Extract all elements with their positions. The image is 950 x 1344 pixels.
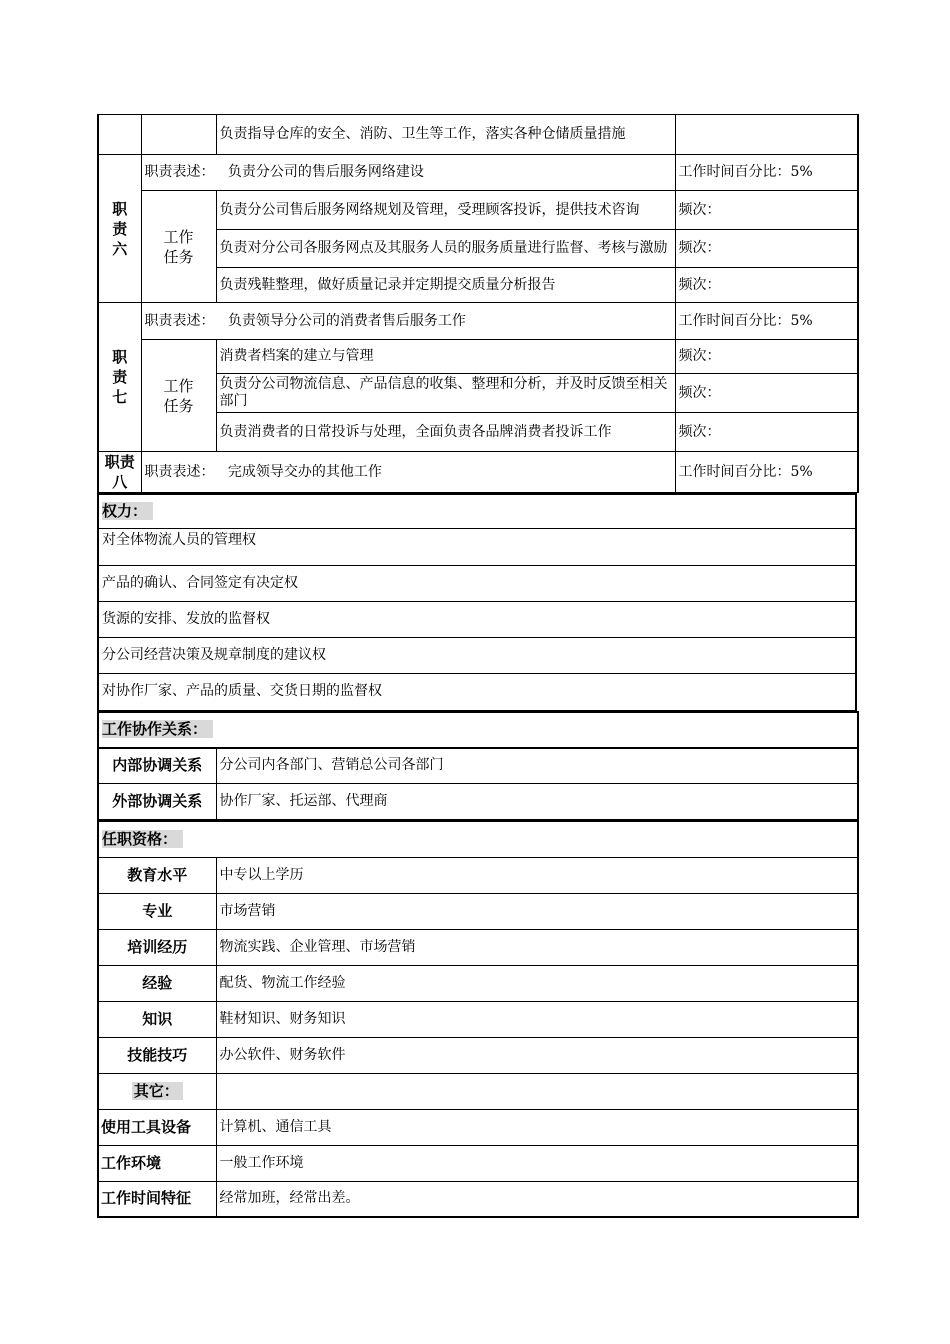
task-frequency: 频次： (675, 374, 858, 413)
qualification-value: 办公软件、财务软件 (216, 1037, 858, 1073)
task-text: 负责分公司物流信息、产品信息的收集、整理和分析，并及时反馈至相关部门 (216, 374, 675, 413)
task-label: 工作任务 (141, 191, 216, 303)
qualification-key: 技能技巧 (98, 1037, 216, 1073)
section-header-row (98, 494, 856, 528)
duty-label: 职责七 (98, 303, 141, 452)
table-row (98, 1037, 858, 1073)
task-text: 负责分公司售后服务网络规划及管理，受理顾客投诉，提供技术咨询 (216, 191, 675, 230)
other-value: 一般工作环境 (216, 1145, 858, 1181)
task-frequency: 频次： (675, 191, 858, 230)
qualification-key: 培训经历 (98, 929, 216, 965)
qualification-key: 经验 (98, 965, 216, 1001)
external-value: 协作厂家、托运部、代理商 (216, 784, 858, 820)
other-value: 经常加班，经常出差。 (216, 1181, 858, 1217)
duty-description: 职责表述： 负责分公司的售后服务网络建设 (141, 155, 675, 191)
table-row (98, 965, 858, 1001)
qualification-value: 物流实践、企业管理、市场营销 (216, 929, 858, 965)
authority-item: 对全体物流人员的管理权 (98, 528, 856, 565)
other-key: 工作时间特征 (98, 1181, 216, 1217)
relations-table (97, 711, 859, 821)
section-title: 任职资格： (98, 821, 858, 857)
qualification-value: 市场营销 (216, 893, 858, 929)
task-frequency: 频次： (675, 268, 858, 303)
table-row (98, 1145, 858, 1181)
other-key: 工作环境 (98, 1145, 216, 1181)
duty-description: 职责表述： 完成领导交办的其他工作 (141, 452, 675, 493)
table-row (98, 115, 858, 155)
table-row (98, 857, 858, 893)
section-header-row (98, 821, 858, 857)
internal-value: 分公司内各部门、营销总公司各部门 (216, 748, 858, 784)
table-row (98, 340, 858, 374)
section-header-row (98, 712, 858, 748)
table-row (98, 748, 858, 784)
section-header-row (98, 1073, 858, 1109)
task-frequency: 频次： (675, 413, 858, 452)
list-item (98, 601, 856, 637)
table-row (98, 303, 858, 340)
time-percentage: 工作时间百分比：5% (675, 155, 858, 191)
task-frequency: 频次： (675, 230, 858, 268)
table-row (98, 452, 858, 493)
qualification-value: 配货、物流工作经验 (216, 965, 858, 1001)
time-percentage: 工作时间百分比：5% (675, 303, 858, 340)
authority-item: 货源的安排、发放的监督权 (98, 601, 856, 637)
time-percentage: 工作时间百分比：5% (675, 452, 858, 493)
table-row (98, 893, 858, 929)
other-key: 使用工具设备 (98, 1109, 216, 1145)
table-row (98, 1109, 858, 1145)
authority-item: 分公司经营决策及规章制度的建议权 (98, 637, 856, 673)
list-item (98, 565, 856, 601)
duty-description: 职责表述： 负责领导分公司的消费者售后服务工作 (141, 303, 675, 340)
qualification-key: 知识 (98, 1001, 216, 1037)
section-title: 工作协作关系： (98, 712, 858, 748)
task-label: 工作任务 (141, 340, 216, 452)
task-text: 负责对分公司各服务网点及其服务人员的服务质量进行监督、考核与激励 (216, 230, 675, 268)
other-title: 其它： (98, 1073, 216, 1109)
other-value: 计算机、通信工具 (216, 1109, 858, 1145)
external-label: 外部协调关系 (98, 784, 216, 820)
table-row (98, 155, 858, 191)
authority-item: 对协作厂家、产品的质量、交货日期的监督权 (98, 673, 856, 710)
qualifications-table (97, 820, 859, 1218)
qualification-key: 教育水平 (98, 857, 216, 893)
qualification-value: 中专以上学历 (216, 857, 858, 893)
task-text: 负责消费者的日常投诉与处理，全面负责各品牌消费者投诉工作 (216, 413, 675, 452)
task-text: 消费者档案的建立与管理 (216, 340, 675, 374)
internal-label: 内部协调关系 (98, 748, 216, 784)
task-frequency: 频次： (675, 340, 858, 374)
table-row (98, 929, 858, 965)
table-row (98, 1181, 858, 1217)
duty-label: 职责八 (98, 452, 141, 493)
table-row (98, 1001, 858, 1037)
list-item (98, 637, 856, 673)
task-text: 负责指导仓库的安全、消防、卫生等工作，落实各种仓储质量措施 (216, 115, 675, 155)
table-row (98, 784, 858, 820)
list-item (98, 528, 856, 565)
table-row (98, 191, 858, 230)
qualification-value: 鞋材知识、财务知识 (216, 1001, 858, 1037)
qualification-key: 专业 (98, 893, 216, 929)
task-text: 负责残鞋整理，做好质量记录并定期提交质量分析报告 (216, 268, 675, 303)
job-description-sheet (97, 114, 857, 1218)
duty-label: 职责六 (98, 155, 141, 303)
authority-item: 产品的确认、合同签定有决定权 (98, 565, 856, 601)
authority-table (97, 493, 857, 711)
list-item (98, 673, 856, 710)
duties-table (97, 114, 859, 493)
section-title: 权力： (98, 494, 856, 528)
